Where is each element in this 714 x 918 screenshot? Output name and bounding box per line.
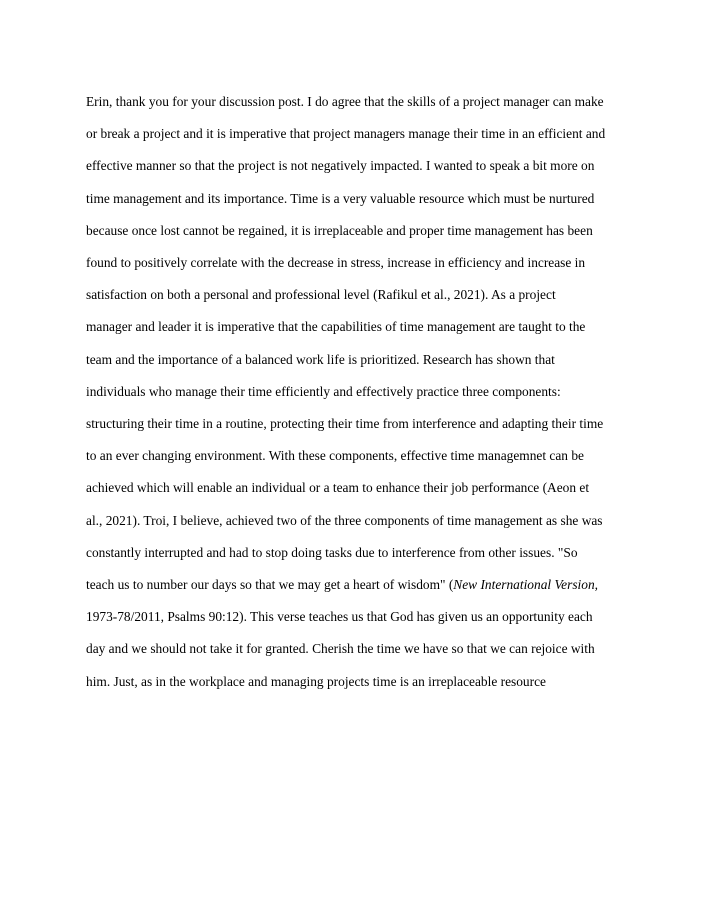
paragraph-line: manager and leader it is imperative that the capabilities of time management are taught to the [86,319,586,335]
paragraph-line: him. Just, as in the workplace and managing projects time is an irreplaceable resource [86,673,546,689]
paragraph-line: time management and its importance. Time is a very valuable resource which must be nurtured [86,190,595,206]
paragraph-line: structuring their time in a routine, protecting their time from interference and adapting their time [86,416,604,432]
paragraph-line: satisfaction on both a personal and professional level (Rafikul et al., 2021). As a project [86,287,556,303]
paragraph-line: 1973-78/2011, Psalms 90:12). This verse teaches us that God has given us an opportunity each [86,609,593,625]
paragraph-line-with-citation [86,569,636,601]
paragraph-line: individuals who manage their time efficiently and effectively practice three components: [86,383,561,399]
paragraph-line: constantly interrupted and had to stop doing tasks due to interference from other issues. "So [86,544,578,560]
paragraph-line: or break a project and it is imperative that project managers manage their time in an efficient and [86,126,606,142]
bible-version-italic: New International Version, [453,577,598,593]
paragraph-line: team and the importance of a balanced work life is prioritized. Research has shown that [86,351,555,367]
paragraph-line: to an ever changing environment. With these components, effective time managemnet can be [86,448,584,464]
paragraph-line: found to positively correlate with the decrease in stress, increase in efficiency and increase in [86,255,586,271]
paragraph-line: effective manner so that the project is not negatively impacted. I wanted to speak a bit more on [86,158,595,174]
paragraph-line: day and we should not take it for granted. Cherish the time we have so that we can rejoice with [86,641,595,657]
quote-text: teach us to number our days so that we may get a heart of wisdom" ( [86,577,454,593]
paragraph-line: Erin, thank you for your discussion post. I do agree that the skills of a project manager can make [86,94,604,109]
body-paragraph [86,86,636,698]
paragraph-line: because once lost cannot be regained, it is irreplaceable and proper time management has been [86,222,593,238]
paragraph-line: achieved which will enable an individual or a team to enhance their job performance (Aeon et [86,480,590,496]
paragraph-line: al., 2021). Troi, I believe, achieved two of the three components of time management as she was [86,512,603,528]
